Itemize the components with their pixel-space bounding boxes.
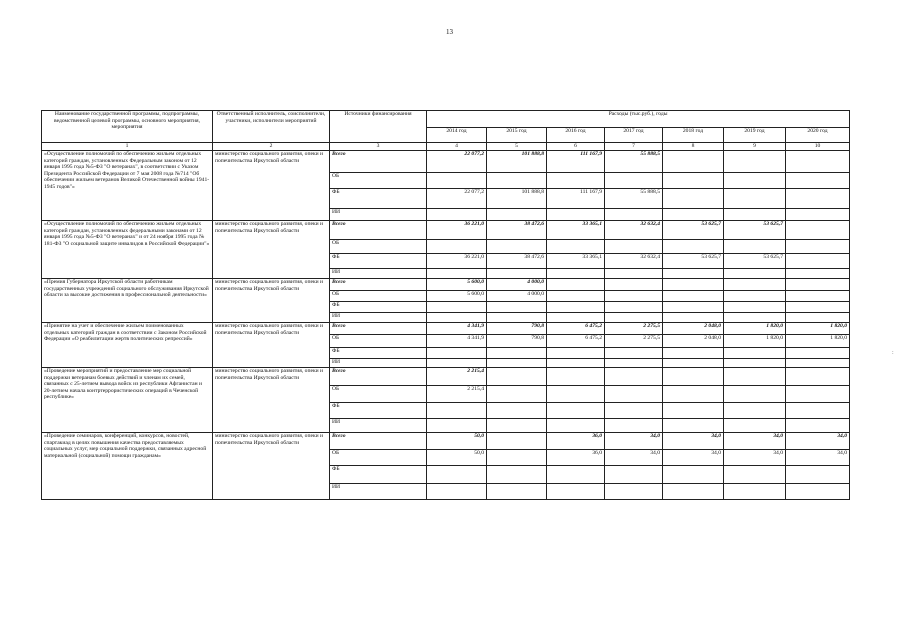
expense-value-cell — [724, 291, 786, 302]
expense-value-cell — [427, 403, 487, 419]
expense-value-cell — [663, 240, 724, 254]
expense-value-cell — [487, 269, 547, 279]
funding-source-cell: Всего — [330, 368, 427, 386]
program-name-cell: «Премия Губернатора Иркутской области работникам государственных учреждений социального обслуживания Иркутской области за высокие достижения в профессиональной деятельности» — [42, 279, 213, 323]
expense-value-cell — [786, 359, 850, 368]
expense-value-cell: 36 221,0 — [427, 254, 487, 269]
expense-value-cell — [663, 189, 724, 209]
expense-value-cell — [786, 254, 850, 269]
expense-value-cell — [663, 269, 724, 279]
table-row — [42, 279, 850, 291]
executor-cell: министерство социального развития, опеки и попечительства Иркутской области — [213, 433, 330, 500]
expense-value-cell — [663, 484, 724, 500]
expense-value-cell: 53 625,7 — [724, 221, 786, 240]
expense-value-cell: 22 077,2 — [427, 189, 487, 209]
funding-source-cell: Всего — [330, 279, 427, 291]
funding-source-cell: ИИ — [330, 209, 427, 221]
expense-value-cell — [786, 240, 850, 254]
expense-value-cell — [724, 151, 786, 173]
expense-value-cell — [605, 269, 663, 279]
expense-value-cell: 101 888,8 — [487, 151, 547, 173]
funding-source-cell: ОБ — [330, 173, 427, 189]
expense-value-cell — [605, 302, 663, 313]
expense-value-cell — [724, 403, 786, 419]
expense-value-cell — [605, 313, 663, 323]
expense-value-cell — [724, 173, 786, 189]
expense-value-cell: 2 215,4 — [427, 386, 487, 403]
expense-value-cell — [663, 313, 724, 323]
column-number: 10 — [786, 143, 850, 151]
expense-value-cell: 4 341,9 — [427, 323, 487, 335]
header-year: 2018 год — [663, 128, 724, 143]
expense-value-cell: 790,8 — [487, 335, 547, 348]
funding-source-cell: Всего — [330, 323, 427, 335]
table-row — [42, 151, 850, 173]
expense-value-cell: 38 472,6 — [487, 221, 547, 240]
expense-value-cell — [724, 419, 786, 433]
funding-source-cell: Всего — [330, 151, 427, 173]
expense-value-cell: 33 365,1 — [547, 221, 605, 240]
expense-value-cell — [427, 240, 487, 254]
column-number: 2 — [213, 143, 330, 151]
column-number: 9 — [724, 143, 786, 151]
expense-value-cell: 32 632,4 — [605, 221, 663, 240]
expense-value-cell: 32 632,4 — [605, 254, 663, 269]
funding-source-cell: Всего — [330, 433, 427, 450]
expense-value-cell — [663, 348, 724, 359]
expense-value-cell: 33 365,1 — [547, 254, 605, 269]
executor-cell: министерство социального развития, опеки и попечительства Иркутской области — [213, 323, 330, 368]
expense-value-cell — [786, 173, 850, 189]
expense-value-cell: 53 625,7 — [663, 221, 724, 240]
expense-value-cell — [547, 269, 605, 279]
expense-value-cell — [427, 484, 487, 500]
funding-source-cell: ОБ — [330, 386, 427, 403]
expense-value-cell: 34,0 — [724, 450, 786, 466]
expense-value-cell — [724, 348, 786, 359]
expense-value-cell — [663, 279, 724, 291]
expense-value-cell: 1 820,0 — [786, 323, 850, 335]
program-name-cell: «Принятие на учет и обеспечение жильем поименованных отдельных категорий граждан в соответствии с Законом Российской Федерации «О реабилитации жертв политических репрессий» — [42, 323, 213, 368]
header-year: 2017 год — [605, 128, 663, 143]
expense-value-cell: 4 000,0 — [487, 291, 547, 302]
expense-value-cell: 6 475,2 — [547, 335, 605, 348]
expense-value-cell: 111 167,9 — [547, 189, 605, 209]
expense-value-cell — [663, 291, 724, 302]
expense-value-cell — [605, 240, 663, 254]
expense-value-cell — [786, 151, 850, 173]
expense-value-cell — [724, 313, 786, 323]
expense-value-cell — [427, 269, 487, 279]
expense-value-cell — [786, 209, 850, 221]
header-year: 2015 год — [487, 128, 547, 143]
expense-value-cell — [724, 368, 786, 386]
expense-value-cell — [547, 313, 605, 323]
expense-value-cell: 53 625,7 — [663, 254, 724, 269]
expense-value-cell — [547, 484, 605, 500]
expense-value-cell — [547, 302, 605, 313]
expense-value-cell — [724, 240, 786, 254]
expense-value-cell: 36,0 — [547, 433, 605, 450]
expense-value-cell — [605, 173, 663, 189]
expense-value-cell — [487, 450, 547, 466]
column-number: 1 — [42, 143, 213, 151]
expense-value-cell — [487, 484, 547, 500]
funding-source-cell: ИИ — [330, 419, 427, 433]
expense-value-cell: 50,0 — [427, 433, 487, 450]
expense-value-cell: 34,0 — [663, 450, 724, 466]
expense-value-cell: 38 472,6 — [487, 254, 547, 269]
margin-mark: : — [892, 350, 894, 356]
expense-value-cell — [663, 466, 724, 484]
expense-value-cell — [487, 173, 547, 189]
expense-value-cell — [786, 466, 850, 484]
expense-value-cell — [547, 291, 605, 302]
expense-value-cell — [605, 484, 663, 500]
expense-value-cell — [663, 419, 724, 433]
expense-value-cell: 2 048,0 — [663, 335, 724, 348]
expense-value-cell — [487, 348, 547, 359]
expense-value-cell: 5 600,0 — [427, 279, 487, 291]
expense-value-cell — [605, 403, 663, 419]
expense-value-cell — [605, 348, 663, 359]
expense-value-cell — [786, 368, 850, 386]
expense-value-cell: 22 077,2 — [427, 151, 487, 173]
expense-value-cell — [663, 359, 724, 368]
funding-source-cell: Всего — [330, 221, 427, 240]
expense-value-cell: 34,0 — [786, 433, 850, 450]
expense-value-cell: 5 600,0 — [427, 291, 487, 302]
expense-value-cell — [786, 269, 850, 279]
budget-table — [41, 110, 850, 500]
expense-value-cell — [663, 403, 724, 419]
column-number: 6 — [547, 143, 605, 151]
executor-cell: министерство социального развития, опеки и попечительства Иркутской области — [213, 151, 330, 221]
header-year: 2019 год — [724, 128, 786, 143]
expense-value-cell — [663, 209, 724, 221]
expense-value-cell: 2 275,5 — [605, 335, 663, 348]
program-name-cell: «Проведение семинаров, конференций, конкурсов, новостей, спартакиад в целях повышения качества предоставляемых социальных услуг, мер социальной поддержки, связанных адресной материальной (социальной) помощи гражданам» — [42, 433, 213, 500]
funding-source-cell: ФБ — [330, 302, 427, 313]
expense-value-cell — [786, 313, 850, 323]
expense-value-cell — [605, 466, 663, 484]
executor-cell: министерство социального развития, опеки и попечительства Иркутской области — [213, 368, 330, 433]
funding-source-cell: ФБ — [330, 466, 427, 484]
expense-value-cell — [663, 173, 724, 189]
expense-value-cell — [786, 279, 850, 291]
expense-value-cell — [724, 466, 786, 484]
expense-value-cell — [547, 368, 605, 386]
expense-value-cell — [487, 368, 547, 386]
expense-value-cell: 2 275,5 — [605, 323, 663, 335]
expense-value-cell: 1 820,0 — [724, 323, 786, 335]
expense-value-cell — [663, 151, 724, 173]
expense-value-cell: 2 048,0 — [663, 323, 724, 335]
expense-value-cell: 36 221,0 — [427, 221, 487, 240]
funding-source-cell: ИИ — [330, 484, 427, 500]
expense-value-cell — [547, 348, 605, 359]
expense-value-cell — [605, 279, 663, 291]
expense-value-cell — [487, 240, 547, 254]
header-year: 2014 год — [427, 128, 487, 143]
expense-value-cell — [487, 419, 547, 433]
expense-value-cell: 1 820,0 — [786, 335, 850, 348]
expense-value-cell — [786, 291, 850, 302]
expense-value-cell: 34,0 — [724, 433, 786, 450]
expense-value-cell — [427, 313, 487, 323]
expense-value-cell — [547, 386, 605, 403]
expense-value-cell — [427, 419, 487, 433]
expense-value-cell — [724, 279, 786, 291]
expense-value-cell: 50,0 — [427, 450, 487, 466]
expense-value-cell — [605, 291, 663, 302]
expense-value-cell — [547, 359, 605, 368]
expense-value-cell — [487, 313, 547, 323]
expense-value-cell: 34,0 — [786, 450, 850, 466]
expense-value-cell — [786, 403, 850, 419]
expense-value-cell — [487, 359, 547, 368]
expense-value-cell — [786, 302, 850, 313]
program-name-cell: «Осуществление полномочий по обеспечению жильем отдельных категорий граждан, установленных федеральными законами от 12 января 1995 года №5-ФЗ "О ветеранах" и от 24 ноября 1995 года № 181-ФЗ "О социальной защите инвалидов в Российской Федерации"» — [42, 221, 213, 279]
expense-value-cell: 101 888,8 — [487, 189, 547, 209]
header-year: 2020 год — [786, 128, 850, 143]
expense-value-cell — [724, 302, 786, 313]
expense-value-cell — [724, 209, 786, 221]
expense-value-cell — [427, 348, 487, 359]
funding-source-cell: ОБ — [330, 450, 427, 466]
expense-value-cell — [724, 269, 786, 279]
expense-value-cell — [487, 302, 547, 313]
funding-source-cell: ИИ — [330, 269, 427, 279]
header-executor: Ответственный исполнитель, соисполнители, участники, исполнители мероприятий — [213, 111, 330, 143]
header-source: Источники финансирования — [330, 111, 427, 143]
expense-value-cell — [724, 386, 786, 403]
expense-value-cell — [786, 189, 850, 209]
expense-value-cell — [663, 368, 724, 386]
expense-value-cell: 2 215,4 — [427, 368, 487, 386]
header-year: 2016 год — [547, 128, 605, 143]
expense-value-cell — [547, 403, 605, 419]
expense-value-cell — [786, 484, 850, 500]
expense-value-cell — [427, 466, 487, 484]
expense-value-cell: 4 341,9 — [427, 335, 487, 348]
funding-source-cell: ФБ — [330, 189, 427, 209]
expense-value-cell — [487, 433, 547, 450]
column-number: 4 — [427, 143, 487, 151]
column-number: 8 — [663, 143, 724, 151]
expense-value-cell: 55 888,5 — [605, 189, 663, 209]
program-name-cell: «Осуществление полномочий по обеспечению жильем отдельных категорий граждан, установленных Федеральным законом от 12 января 1995 года №5-ФЗ "О ветеранах", в соответствии с Указом Президента Российской Федерации от 7 мая 2008 года №714 "Об обеспечении жильем ветеранов Великой Отечественной войны 1941-1945 годов"» — [42, 151, 213, 221]
expense-value-cell — [605, 419, 663, 433]
expense-value-cell: 34,0 — [605, 450, 663, 466]
expense-value-cell — [786, 419, 850, 433]
table-row — [42, 433, 850, 450]
expense-value-cell: 34,0 — [663, 433, 724, 450]
expense-value-cell — [547, 279, 605, 291]
expense-value-cell: 790,8 — [487, 323, 547, 335]
expense-value-cell: 6 475,2 — [547, 323, 605, 335]
expense-value-cell — [724, 359, 786, 368]
expense-value-cell — [605, 359, 663, 368]
expense-value-cell — [427, 173, 487, 189]
expense-value-cell — [786, 348, 850, 359]
column-number: 5 — [487, 143, 547, 151]
expense-value-cell — [786, 386, 850, 403]
header-name: Наименование государственной программы, подпрограммы, ведомственной целевой программы, основного мероприятия, мероприятия — [42, 111, 213, 143]
expense-value-cell — [605, 209, 663, 221]
expense-value-cell — [547, 173, 605, 189]
expense-value-cell — [724, 484, 786, 500]
expense-value-cell — [487, 386, 547, 403]
expense-value-cell — [724, 189, 786, 209]
page-number: 13 — [446, 28, 453, 36]
executor-cell: министерство социального развития, опеки и попечительства Иркутской области — [213, 221, 330, 279]
funding-source-cell: ФБ — [330, 254, 427, 269]
expense-value-cell — [547, 209, 605, 221]
expense-value-cell — [786, 221, 850, 240]
header-expenses: Расходы (тыс.руб.), годы — [427, 111, 850, 128]
funding-source-cell: ИИ — [330, 313, 427, 323]
expense-value-cell — [427, 359, 487, 368]
expense-value-cell — [427, 302, 487, 313]
expense-value-cell — [663, 386, 724, 403]
table-row — [42, 323, 850, 335]
expense-value-cell: 36,0 — [547, 450, 605, 466]
table-row — [42, 221, 850, 240]
expense-value-cell: 34,0 — [605, 433, 663, 450]
expense-value-cell — [547, 240, 605, 254]
column-number: 7 — [605, 143, 663, 151]
expense-value-cell — [663, 302, 724, 313]
expense-value-cell — [547, 419, 605, 433]
expense-value-cell — [487, 466, 547, 484]
expense-value-cell — [605, 386, 663, 403]
funding-source-cell: ОБ — [330, 335, 427, 348]
funding-source-cell: ОБ — [330, 240, 427, 254]
column-number: 3 — [330, 143, 427, 151]
funding-source-cell: ОБ — [330, 291, 427, 302]
program-name-cell: «Проведение мероприятий и предоставление мер социальной поддержки ветеранам боевых действий и членам их семей, связанных с 25-летием вывода войск из республики Афганистан и 20-летием начала контртеррористических операций в Чеченской республике» — [42, 368, 213, 433]
expense-value-cell: 1 820,0 — [724, 335, 786, 348]
expense-value-cell — [487, 209, 547, 221]
expense-value-cell — [547, 466, 605, 484]
expense-value-cell: 111 167,9 — [547, 151, 605, 173]
table-row — [42, 368, 850, 386]
expense-value-cell — [487, 403, 547, 419]
expense-value-cell: 53 625,7 — [724, 254, 786, 269]
expense-value-cell — [427, 209, 487, 221]
expense-value-cell: 4 000,0 — [487, 279, 547, 291]
funding-source-cell: ИИ — [330, 359, 427, 368]
expense-value-cell — [605, 368, 663, 386]
expense-value-cell: 55 888,5 — [605, 151, 663, 173]
executor-cell: министерство социального развития, опеки и попечительства Иркутской области — [213, 279, 330, 323]
funding-source-cell: ФБ — [330, 403, 427, 419]
funding-source-cell: ФБ — [330, 348, 427, 359]
